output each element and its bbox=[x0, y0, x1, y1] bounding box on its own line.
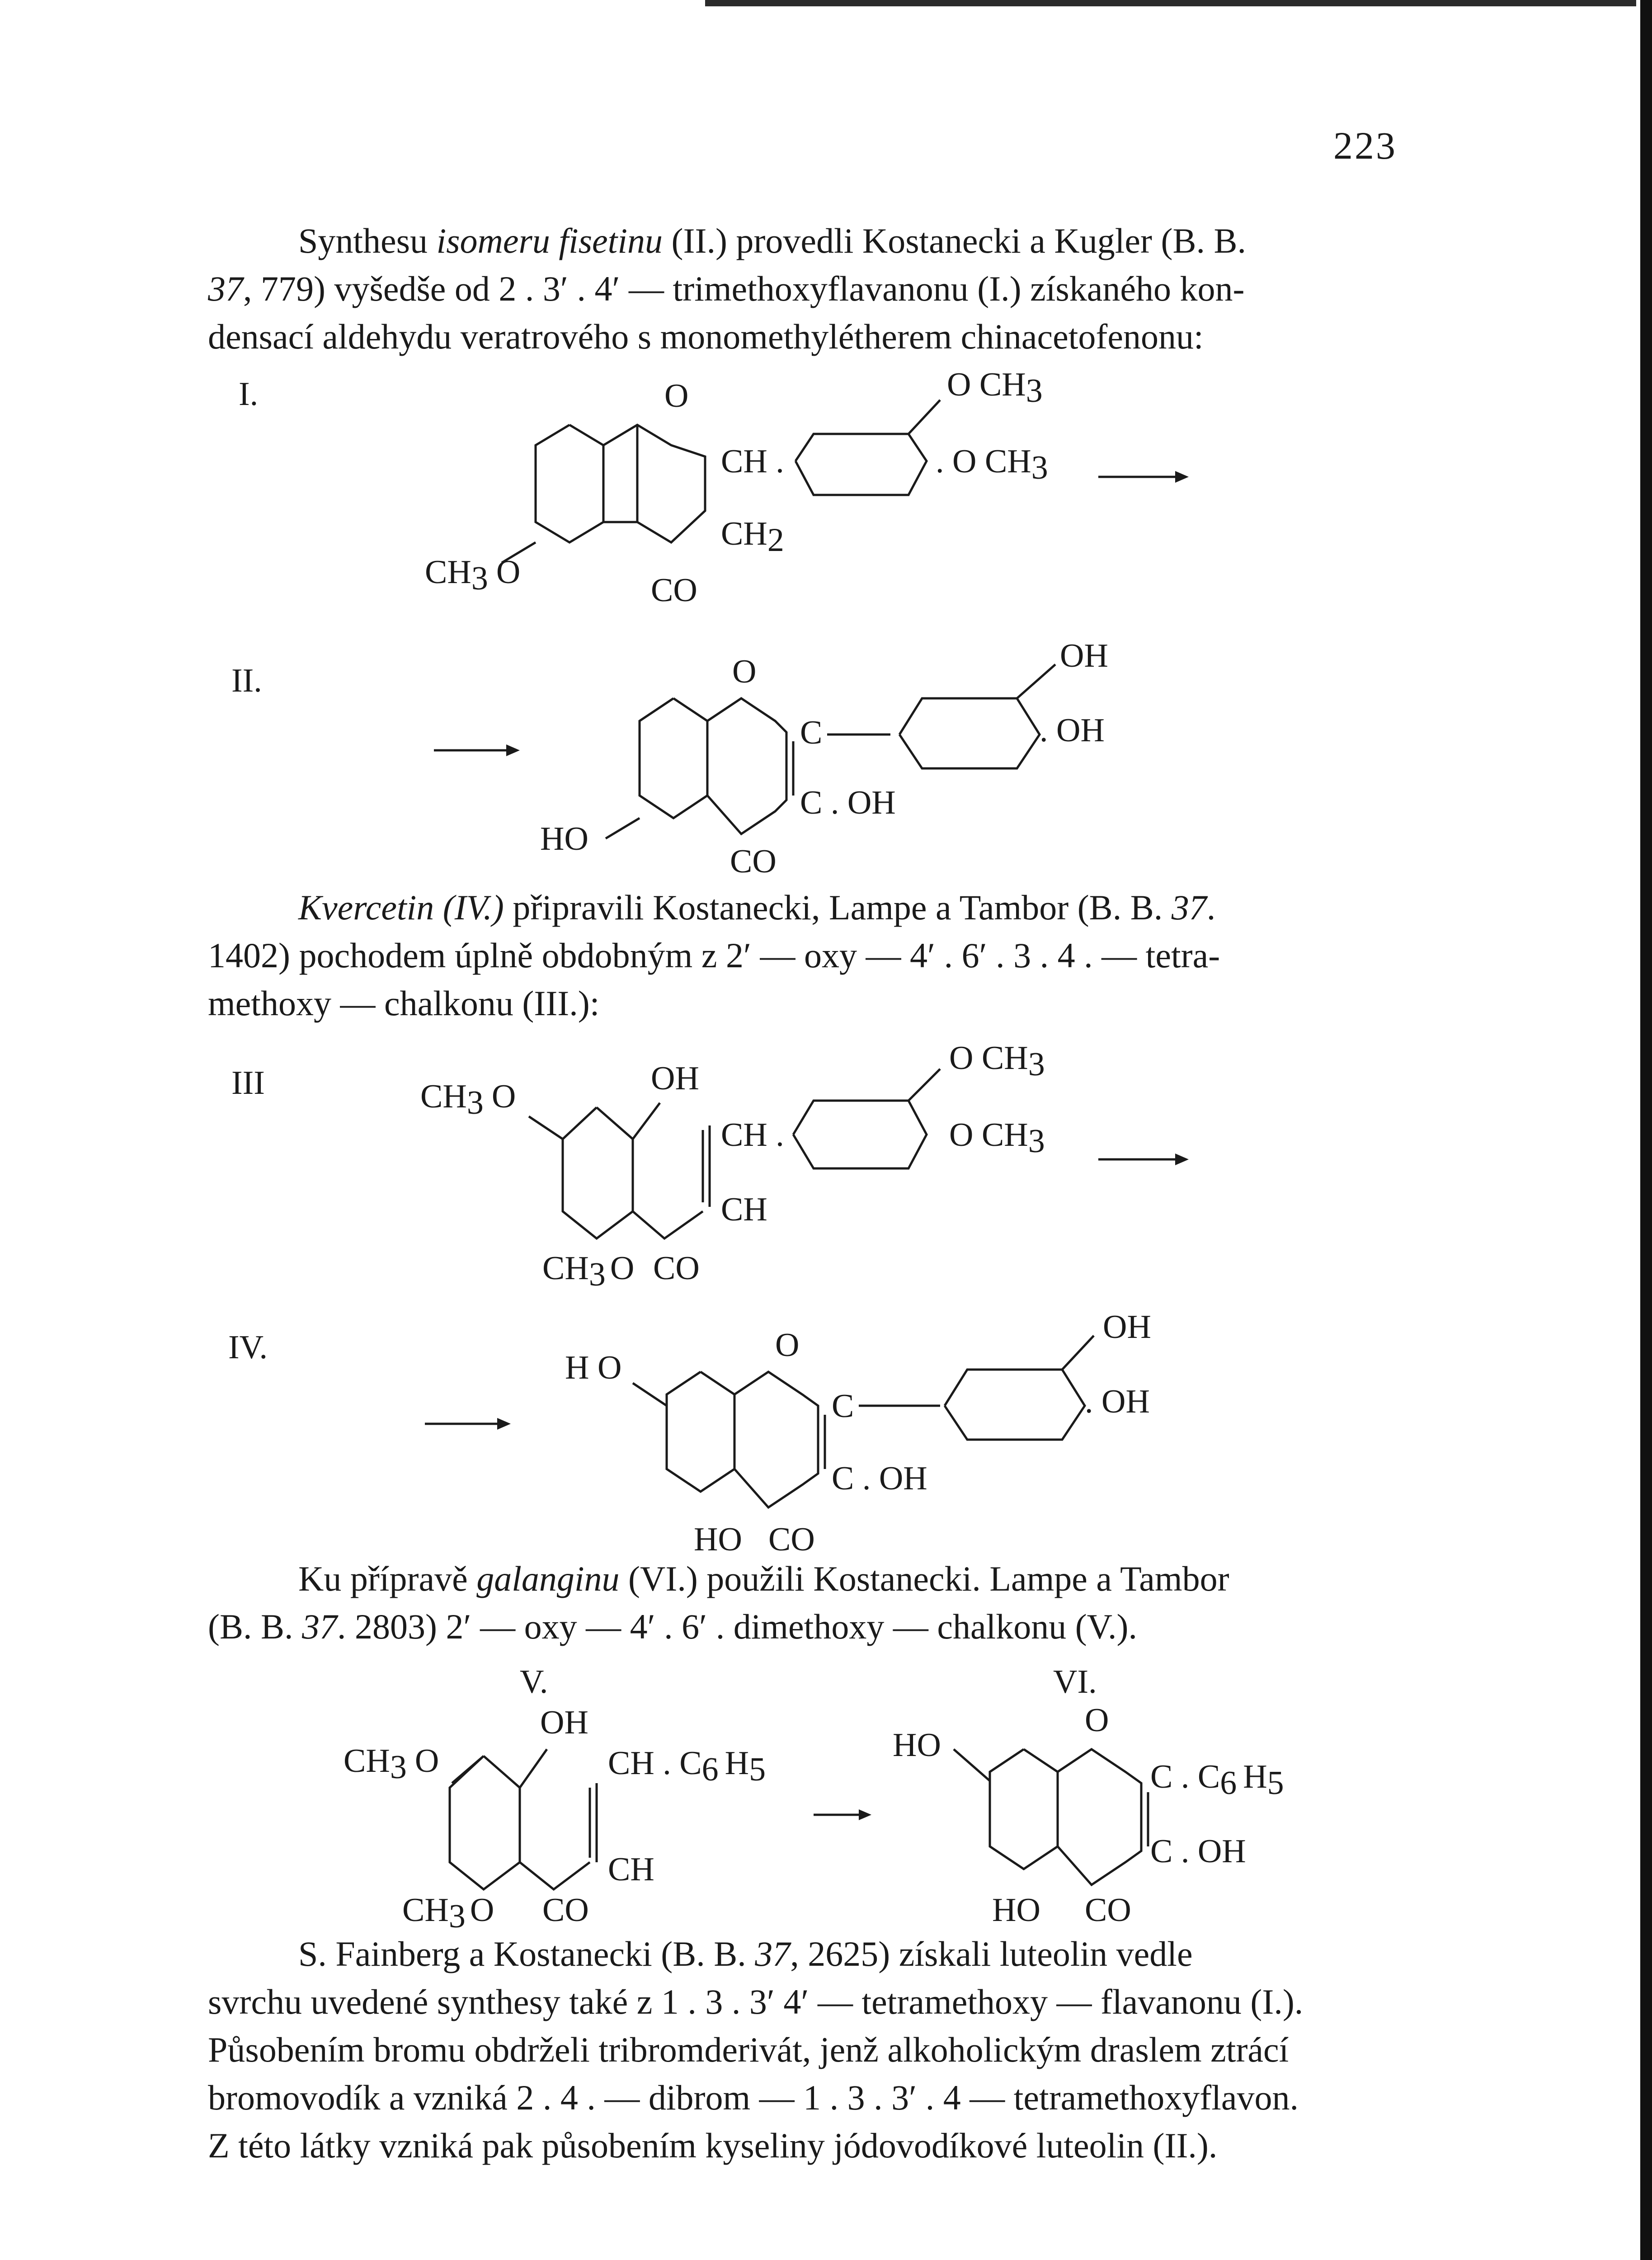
group-oh: HO bbox=[893, 1727, 941, 1764]
group-chc6h5: CH . C6 H5 bbox=[608, 1745, 766, 1788]
group-oh: OH bbox=[540, 1704, 588, 1741]
formula-label: II. bbox=[231, 662, 262, 699]
paragraph-line: Působením bromu obdrželi tribromderivát, jenž alkoholickým draslem ztrácí bbox=[208, 2030, 1289, 2069]
paragraph-line: Kvercetin (IV.) připravili Kostanecki, Lampe a Tambor (B. B. 37. bbox=[298, 888, 1216, 927]
group-och3: CH3 O bbox=[344, 1742, 439, 1786]
paragraph-line: (B. B. 37. 2803) 2′ — oxy — 4′ . 6′ . dimethoxy — chalkonu (V.). bbox=[208, 1607, 1137, 1646]
paragraph-4 bbox=[208, 1930, 1392, 2170]
paragraph-line: Ku přípravě galanginu (VI.) použili Kostanecki. Lampe a Tambor bbox=[298, 1559, 1229, 1598]
pyrone-ring bbox=[1058, 1749, 1141, 1885]
group-ch2: CH2 bbox=[721, 515, 784, 559]
group-och3: CH3 O bbox=[402, 1892, 494, 1935]
group-oh: HO bbox=[694, 1521, 742, 1558]
group-oh: HO bbox=[540, 820, 588, 857]
group-co: CO bbox=[730, 843, 777, 880]
paragraph-line: Synthesu isomeru fisetinu (II.) provedli Kostanecki a Kugler (B. B. bbox=[298, 221, 1246, 260]
formula-label: V. bbox=[520, 1663, 548, 1700]
group-ch: CH . bbox=[721, 1116, 784, 1154]
atom-carbon: C bbox=[800, 714, 823, 751]
group-och3: . O CH3 bbox=[936, 443, 1048, 486]
group-och3: CH3 O bbox=[542, 1250, 635, 1293]
group-oh: . OH bbox=[1040, 712, 1105, 749]
formula-label: IV. bbox=[228, 1329, 268, 1366]
atom-carbon: C bbox=[832, 1388, 854, 1425]
group-coh: C . OH bbox=[1150, 1833, 1246, 1870]
group-co: CO bbox=[653, 1250, 700, 1287]
group-co: CO bbox=[1085, 1892, 1131, 1929]
group-och3: CH3 O bbox=[420, 1078, 516, 1121]
formula-label: VI. bbox=[1053, 1663, 1097, 1700]
group-oh: HO bbox=[992, 1892, 1040, 1929]
atom-oxygen: O bbox=[775, 1327, 800, 1364]
group-och3: O CH3 bbox=[947, 366, 1043, 410]
group-oh: H O bbox=[565, 1349, 622, 1386]
paragraph-line: densací aldehydu veratrového s monomethylétherem chinacetofenonu: bbox=[208, 317, 1204, 356]
group-och3: CH3 O bbox=[425, 554, 521, 597]
group-oh: OH bbox=[1060, 637, 1108, 674]
group-ch: CH bbox=[721, 1191, 767, 1228]
atom-oxygen: O bbox=[732, 653, 757, 690]
paragraph-line: S. Fainberg a Kostanecki (B. B. 37, 2625) získali luteolin vedle bbox=[298, 1934, 1193, 1973]
page-number: 223 bbox=[1333, 124, 1397, 167]
group-och3: O CH3 bbox=[949, 1116, 1045, 1160]
group-coh: C . OH bbox=[832, 1460, 927, 1497]
group-och3: O CH3 bbox=[949, 1040, 1045, 1083]
group-co: CO bbox=[768, 1521, 815, 1558]
group-coh: C . OH bbox=[800, 784, 896, 821]
paragraph-line: svrchu uvedené synthesy také z 1 . 3 . 3′ 4′ — tetramethoxy — flavanonu (I.). bbox=[208, 1982, 1304, 2021]
paragraph-line: Z této látky vzniká pak působením kyseliny jódovodíkové luteolin (II.). bbox=[208, 2126, 1218, 2165]
bond bbox=[954, 1749, 990, 1781]
formula-label: III bbox=[231, 1064, 265, 1102]
atom-oxygen: O bbox=[664, 377, 689, 414]
atom-oxygen: O bbox=[1085, 1702, 1109, 1739]
group-ch: CH . bbox=[721, 443, 784, 480]
group-cc6h5: C . C6 H5 bbox=[1150, 1758, 1284, 1802]
group-oh: . OH bbox=[1085, 1383, 1150, 1420]
formula-label: I. bbox=[239, 376, 259, 413]
paragraph-line: 1402) pochodem úplně obdobným z 2′ — oxy — 4′ . 6′ . 3 . 4 . — tetra- bbox=[208, 936, 1220, 975]
benzene-ring bbox=[990, 1749, 1058, 1869]
group-oh: OH bbox=[1103, 1309, 1151, 1346]
paragraph-line: 37, 779) vyšedše od 2 . 3′ . 4′ — trimethoxyflavanonu (I.) získaného kon- bbox=[208, 269, 1245, 308]
group-co: CO bbox=[542, 1892, 589, 1929]
group-oh: OH bbox=[651, 1060, 699, 1097]
group-co: CO bbox=[651, 572, 697, 609]
paragraph-line: methoxy — chalkonu (III.): bbox=[208, 984, 600, 1023]
group-ch: CH bbox=[608, 1851, 654, 1888]
paragraph-line: bromovodík a vzniká 2 . 4 . — dibrom — 1 . 3 . 3′ . 4 — tetramethoxyflavon. bbox=[208, 2078, 1299, 2117]
